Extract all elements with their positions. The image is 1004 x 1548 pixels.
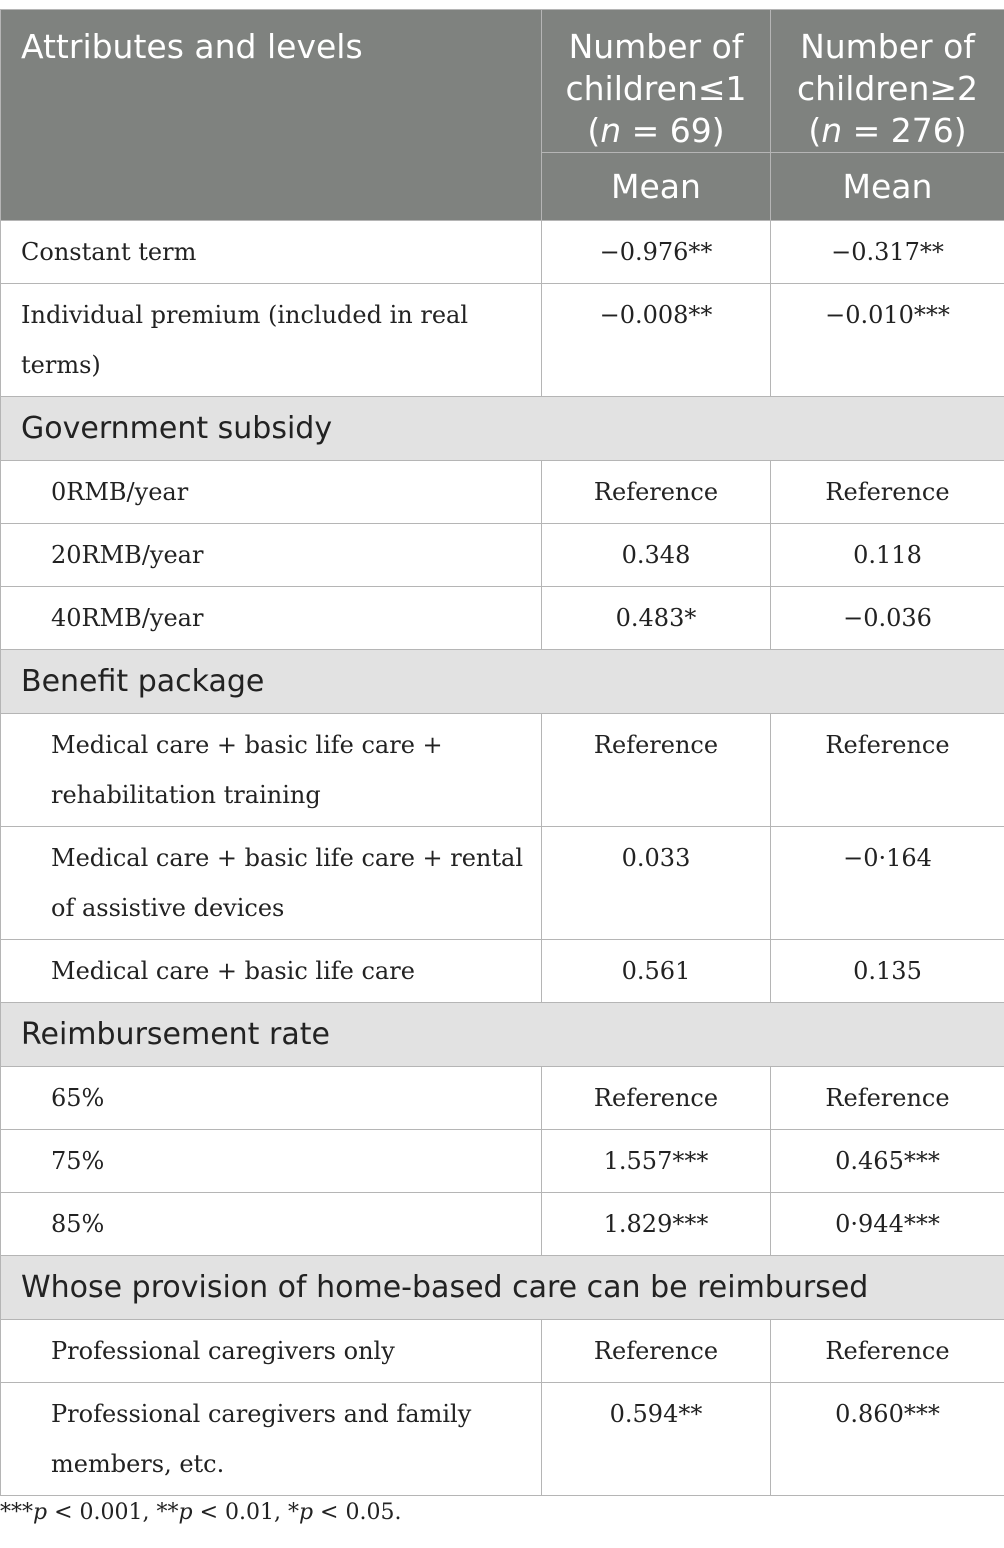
row-label: Professional caregivers only [1, 1320, 542, 1383]
row-value-2: Reference [771, 1067, 1004, 1130]
row-value-2: −0·164 [771, 827, 1004, 940]
row-label: Medical care + basic life care + rehabilitation training [1, 714, 542, 827]
row-value-2: Reference [771, 714, 1004, 827]
row-label: 85% [1, 1193, 542, 1256]
table-row [1, 221, 1004, 284]
table-row [1, 284, 1004, 397]
table-row [1, 461, 1004, 524]
row-value-2: 0.118 [771, 524, 1004, 587]
row-value-1: 0.033 [542, 827, 771, 940]
row-label: 65% [1, 1067, 542, 1130]
row-value-1: 0.483* [542, 587, 771, 650]
row-label: Medical care + basic life care [1, 940, 542, 1003]
row-value-2: −0.010*** [771, 284, 1004, 397]
section-header [1, 397, 1004, 461]
row-value-2: 0.135 [771, 940, 1004, 1003]
table-row [1, 1130, 1004, 1193]
row-value-1: 0.561 [542, 940, 771, 1003]
section-title: Whose provision of home-based care can be reimbursed [1, 1256, 1004, 1320]
row-value-2: 0·944*** [771, 1193, 1004, 1256]
table-row [1, 714, 1004, 827]
section-title: Benefit package [1, 650, 1004, 714]
row-value-2: −0.317** [771, 221, 1004, 284]
section-header [1, 650, 1004, 714]
row-value-1: 0.348 [542, 524, 771, 587]
table-row [1, 1193, 1004, 1256]
row-label: 0RMB/year [1, 461, 542, 524]
header-children-ge-2: Number of children≥2 (n = 276) [771, 10, 1004, 153]
table-row [1, 1067, 1004, 1130]
row-label: 20RMB/year [1, 524, 542, 587]
row-value-1: 1.557*** [542, 1130, 771, 1193]
header-attributes: Attributes and levels [1, 10, 542, 221]
table-row [1, 827, 1004, 940]
table-row [1, 587, 1004, 650]
header-children-le-1: Number of children≤1 (n = 69) [542, 10, 771, 153]
section-title: Government subsidy [1, 397, 1004, 461]
row-value-2: Reference [771, 1320, 1004, 1383]
row-label: Individual premium (included in real terms) [1, 284, 542, 397]
row-label: 40RMB/year [1, 587, 542, 650]
row-value-1: Reference [542, 461, 771, 524]
header-mean-2: Mean [771, 153, 1004, 221]
row-value-2: Reference [771, 461, 1004, 524]
row-label: 75% [1, 1130, 542, 1193]
results-table [0, 9, 1004, 1496]
table-row [1, 1320, 1004, 1383]
row-label: Constant term [1, 221, 542, 284]
row-value-2: −0.036 [771, 587, 1004, 650]
section-title: Reimbursement rate [1, 1003, 1004, 1067]
row-value-2: 0.860*** [771, 1383, 1004, 1496]
table-row [1, 1383, 1004, 1496]
table-row [1, 524, 1004, 587]
row-value-1: −0.976** [542, 221, 771, 284]
row-value-1: 1.829*** [542, 1193, 771, 1256]
row-value-1: −0.008** [542, 284, 771, 397]
row-label: Medical care + basic life care + rental of assistive devices [1, 827, 542, 940]
row-value-1: 0.594** [542, 1383, 771, 1496]
row-value-1: Reference [542, 1067, 771, 1130]
table-footnote: ***p < 0.001, **p < 0.01, *p < 0.05. [0, 1500, 402, 1525]
row-label: Professional caregivers and family members, etc. [1, 1383, 542, 1496]
section-header [1, 1256, 1004, 1320]
row-value-2: 0.465*** [771, 1130, 1004, 1193]
header-mean-1: Mean [542, 153, 771, 221]
row-value-1: Reference [542, 1320, 771, 1383]
row-value-1: Reference [542, 714, 771, 827]
section-header [1, 1003, 1004, 1067]
table-row [1, 940, 1004, 1003]
